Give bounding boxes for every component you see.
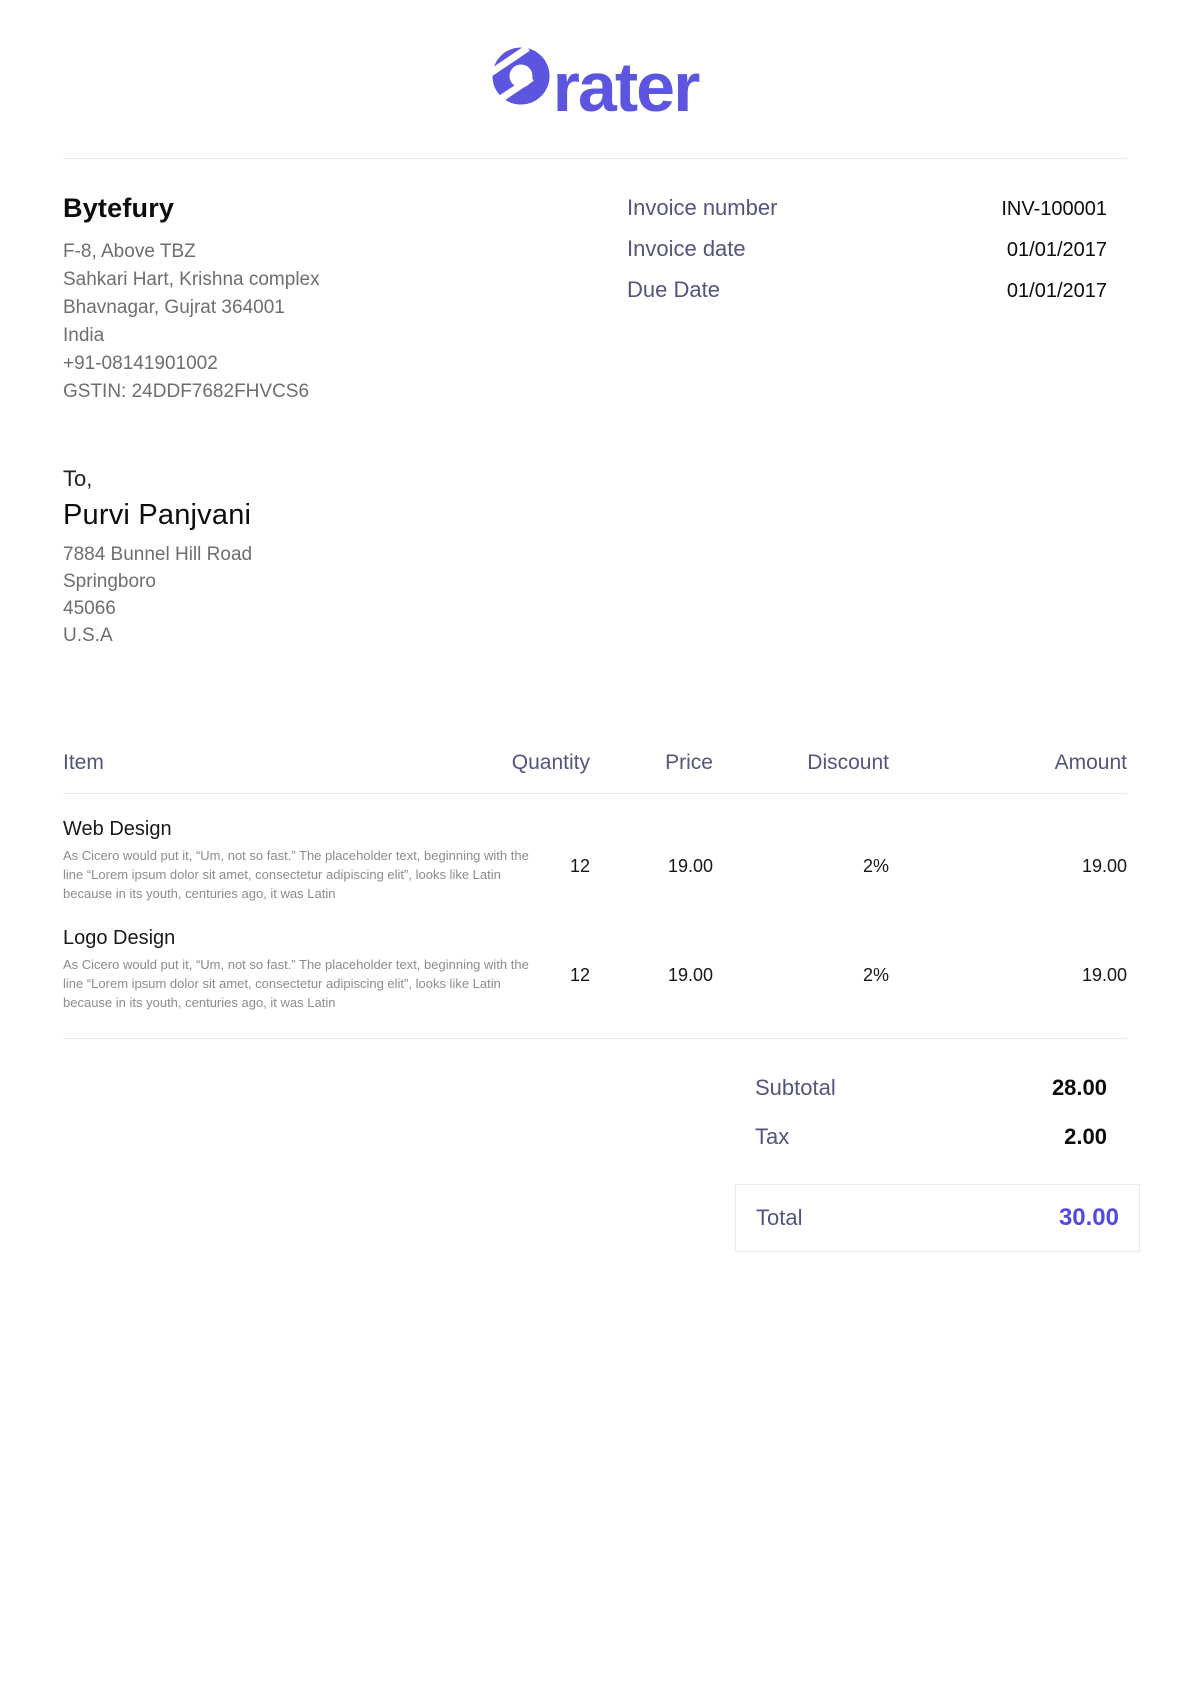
company-address — [63, 238, 320, 406]
customer-name: Purvi Panjvani — [63, 499, 252, 531]
bill-to-section — [0, 406, 1190, 649]
item-description: As Cicero would put it, “Um, not so fast.” The placeholder text, beginning with the line “Lorem ipsum dolor sit amet, consectetur adipiscing elit”, looks like Latin because in its youth, centuries ago, it was Latin — [63, 957, 529, 1010]
tax-row — [735, 1124, 1127, 1150]
items-table — [63, 751, 1127, 1039]
invoice-number-label: Invoice number — [627, 195, 778, 220]
invoice-number-value: INV-100001 — [1001, 198, 1107, 220]
item-description: As Cicero would put it, “Um, not so fast.” The placeholder text, beginning with the line “Lorem ipsum dolor sit amet, consectetur adipiscing elit”, looks like Latin because in its youth, centuries ago, it was Latin — [63, 848, 529, 901]
crater-logo-c-icon — [492, 47, 550, 110]
item-discount: 2% — [862, 856, 889, 876]
address-line: 7884 Bunnel Hill Road — [63, 544, 253, 565]
address-line: F-8, Above TBZ — [63, 241, 196, 262]
address-line: 45066 — [63, 598, 116, 619]
customer-address — [63, 541, 1127, 649]
subtotal-row — [735, 1075, 1127, 1101]
tax-label: Tax — [755, 1124, 790, 1149]
invoice-header-section — [0, 159, 1190, 406]
invoice-meta — [627, 193, 1127, 406]
total-label: Total — [756, 1205, 803, 1230]
company-name: Bytefury — [63, 193, 175, 223]
item-cell — [63, 927, 529, 1012]
table-row — [63, 903, 1127, 1012]
tax-value: 2.00 — [1064, 1124, 1107, 1149]
address-line: Springboro — [63, 571, 156, 592]
item-price: 19.00 — [667, 965, 713, 985]
item-amount: 19.00 — [1081, 856, 1127, 876]
address-line: Bhavnagar, Gujrat 364001 — [63, 297, 285, 318]
table-bottom-divider — [63, 1038, 1127, 1039]
item-quantity: 12 — [569, 965, 590, 985]
item-price: 19.00 — [667, 856, 713, 876]
col-header-discount: Discount — [807, 751, 889, 774]
total-value: 30.00 — [1058, 1204, 1119, 1231]
item-name: Web Design — [63, 818, 172, 840]
due-date-value: 01/01/2017 — [1006, 280, 1107, 302]
due-date-label: Due Date — [627, 277, 720, 302]
table-row — [63, 794, 1127, 903]
item-name: Logo Design — [63, 927, 176, 949]
bill-to-prefix: To, — [63, 466, 93, 491]
invoice-date-row — [627, 236, 1127, 262]
col-header-price: Price — [665, 751, 713, 774]
item-quantity: 12 — [569, 856, 590, 876]
crater-logo — [0, 0, 1190, 126]
address-line: U.S.A — [63, 625, 113, 646]
company-info — [63, 193, 320, 406]
company-gstin: GSTIN: 24DDF7682FHVCS6 — [63, 381, 310, 402]
col-header-quantity: Quantity — [511, 751, 590, 774]
due-date-row — [627, 277, 1127, 303]
subtotal-label: Subtotal — [755, 1075, 836, 1100]
total-box — [735, 1184, 1140, 1252]
invoice-number-row — [627, 195, 1127, 221]
item-cell — [63, 818, 529, 903]
item-amount: 19.00 — [1081, 965, 1127, 985]
company-phone: +91-08141901002 — [63, 353, 218, 374]
totals-section — [735, 1075, 1127, 1252]
address-line: Sahkari Hart, Krishna complex — [63, 269, 320, 290]
col-header-item: Item — [63, 751, 104, 774]
item-discount: 2% — [862, 965, 889, 985]
subtotal-value: 28.00 — [1051, 1075, 1107, 1100]
invoice-date-value: 01/01/2017 — [1006, 239, 1107, 261]
address-line: India — [63, 325, 105, 346]
crater-logo-text: rater — [552, 48, 699, 126]
col-header-amount: Amount — [1054, 751, 1127, 774]
table-header-row — [63, 751, 1127, 793]
invoice-date-label: Invoice date — [627, 236, 746, 261]
